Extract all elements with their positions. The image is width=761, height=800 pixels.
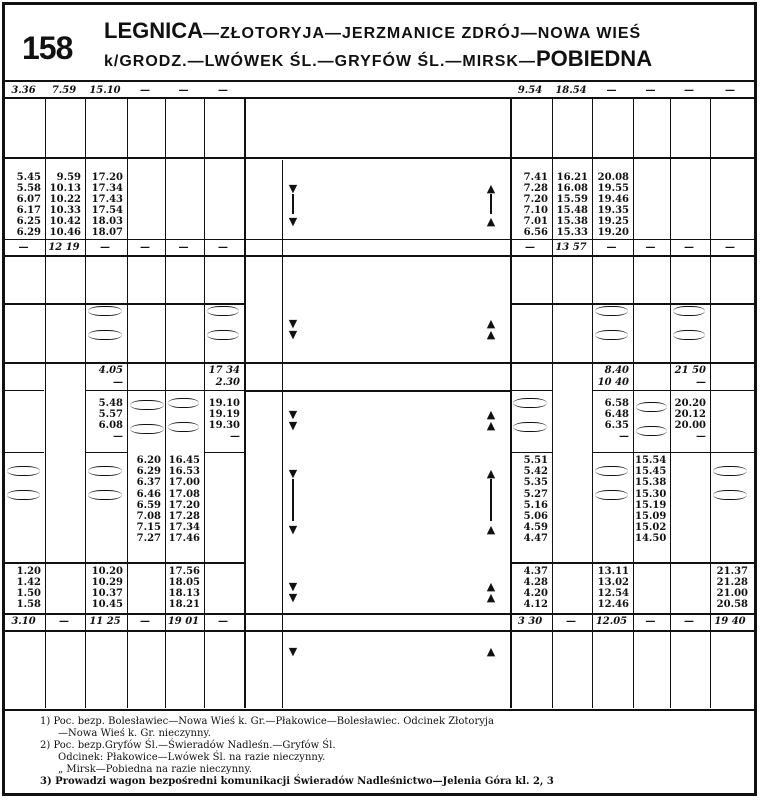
train-bracket bbox=[673, 306, 705, 316]
time-cell: 6.37 bbox=[136, 477, 161, 489]
time-cell: 5.06 bbox=[523, 511, 548, 522]
down-arrow-icon: ▼ bbox=[288, 182, 298, 195]
time-cell: 5.58 bbox=[16, 183, 41, 194]
time-cell: 19.25 bbox=[597, 216, 629, 227]
time-cell: 17.34 bbox=[168, 522, 200, 534]
train-bracket bbox=[513, 422, 547, 432]
time-cell: 15.38 bbox=[635, 477, 667, 489]
top-border bbox=[2, 2, 757, 5]
divider bbox=[4, 97, 754, 99]
time-cell: 1.20 bbox=[16, 566, 41, 577]
train-bracket bbox=[207, 306, 239, 316]
time-cell: 6.59 bbox=[136, 499, 161, 511]
time-cell: 5.35 bbox=[523, 477, 548, 489]
time-cell: 4.05 bbox=[98, 365, 123, 376]
dash-cell: — bbox=[566, 616, 576, 627]
dash-cell: — bbox=[645, 85, 656, 96]
time-cell: 16.53 bbox=[168, 466, 200, 478]
time-cell: 14.50 bbox=[635, 533, 667, 545]
time-cell: 10.20 bbox=[91, 566, 123, 577]
row-divider bbox=[510, 390, 552, 391]
dash-cell: — bbox=[696, 431, 706, 442]
row-divider bbox=[4, 613, 754, 615]
time-cell: 1.58 bbox=[16, 599, 41, 610]
column-divider bbox=[592, 98, 593, 708]
row-divider bbox=[4, 390, 44, 391]
time-cell: 12 19 bbox=[48, 242, 80, 253]
down-arrow-icon: ▼ bbox=[288, 523, 298, 536]
time-cell: 4.28 bbox=[523, 577, 548, 588]
time-cell: 3.10 bbox=[11, 616, 36, 627]
time-cell: 5.57 bbox=[98, 409, 123, 420]
time-cell: 7.01 bbox=[523, 216, 548, 227]
dash-cell: — bbox=[725, 242, 735, 253]
train-bracket bbox=[88, 330, 122, 340]
time-cell: 16.08 bbox=[556, 183, 588, 194]
time-cell: 13.11 bbox=[597, 566, 629, 577]
time-cell: 18.07 bbox=[91, 227, 123, 238]
time-cell: 12.05 bbox=[595, 616, 628, 627]
dash-cell: — bbox=[684, 616, 694, 627]
up-arrow-icon: ▲ bbox=[486, 317, 496, 330]
time-cell: 5.45 bbox=[16, 172, 41, 183]
time-cell: 12.54 bbox=[597, 588, 629, 599]
up-arrow-icon: ▲ bbox=[486, 182, 496, 195]
up-arrow-icon: ▲ bbox=[486, 580, 496, 593]
time-cell: 9.59 bbox=[56, 172, 81, 183]
train-bracket bbox=[168, 422, 199, 432]
down-arrow-icon: ▼ bbox=[288, 591, 298, 604]
train-bracket bbox=[88, 466, 122, 476]
row-divider bbox=[4, 362, 754, 364]
time-cell: 7.27 bbox=[136, 533, 161, 545]
time-cell: 10.46 bbox=[49, 227, 81, 238]
footnote: —Nowa Wieś k. Gr. nieczynny. bbox=[58, 728, 211, 739]
time-cell: 13 57 bbox=[555, 242, 587, 253]
dash-cell: — bbox=[684, 242, 694, 253]
train-bracket bbox=[713, 490, 747, 500]
time-cell: 4.47 bbox=[523, 533, 548, 545]
time-cell: 15.30 bbox=[635, 488, 667, 500]
row-divider bbox=[85, 452, 127, 453]
train-bracket bbox=[130, 424, 164, 434]
time-cell: 7.08 bbox=[136, 511, 161, 522]
up-arrow-icon: ▲ bbox=[486, 523, 496, 536]
column-divider bbox=[282, 160, 283, 708]
time-cell: 6.07 bbox=[16, 194, 41, 205]
time-cell: 2.30 bbox=[215, 377, 240, 388]
time-cell: 19.30 bbox=[208, 420, 240, 431]
time-cell: 17.34 bbox=[91, 183, 123, 194]
column-divider bbox=[165, 98, 166, 708]
time-cell: 9.54 bbox=[517, 85, 543, 96]
dash-cell: — bbox=[59, 616, 69, 627]
time-cell: 4.20 bbox=[523, 588, 548, 599]
time-cell: 15.19 bbox=[635, 499, 667, 511]
time-cell: 21 50 bbox=[674, 365, 706, 376]
train-bracket bbox=[595, 490, 628, 500]
column-divider bbox=[204, 98, 205, 708]
train-bracket bbox=[595, 306, 628, 316]
train-bracket bbox=[673, 330, 705, 340]
row-divider bbox=[85, 390, 244, 391]
time-cell: 15.54 bbox=[635, 455, 667, 466]
time-cell: 16.45 bbox=[168, 455, 200, 466]
train-bracket bbox=[207, 330, 239, 340]
dash-cell: — bbox=[619, 431, 629, 442]
up-arrow-icon: ▲ bbox=[486, 328, 496, 341]
row-divider bbox=[510, 303, 754, 305]
time-cell: 10.29 bbox=[91, 577, 123, 588]
time-cell: 5.16 bbox=[523, 499, 548, 511]
time-cell: 21.28 bbox=[716, 577, 748, 588]
time-cell: 15.38 bbox=[556, 216, 588, 227]
train-bracket bbox=[7, 466, 40, 476]
time-cell: 6.29 bbox=[136, 466, 161, 478]
row-divider bbox=[510, 562, 754, 564]
column-divider bbox=[710, 98, 711, 708]
divider bbox=[4, 80, 754, 82]
time-cell: 15.45 bbox=[635, 466, 667, 478]
down-arrow-icon: ▼ bbox=[288, 419, 298, 432]
train-bracket bbox=[88, 490, 122, 500]
time-cell: 6.46 bbox=[136, 488, 161, 500]
time-cell: 19.20 bbox=[597, 227, 629, 238]
train-bracket bbox=[168, 398, 199, 408]
up-arrow-icon: ▲ bbox=[486, 467, 496, 480]
column-divider bbox=[633, 98, 634, 708]
time-cell: 17.08 bbox=[168, 488, 200, 500]
time-cell: 15.33 bbox=[556, 227, 588, 238]
route-title-part: POBIEDNA bbox=[535, 46, 653, 71]
divider bbox=[4, 157, 754, 159]
bottom-border bbox=[2, 793, 757, 796]
down-arrow-icon: ▼ bbox=[288, 645, 298, 658]
time-cell: 19.35 bbox=[597, 205, 629, 216]
column-divider bbox=[552, 98, 553, 708]
time-cell: 8.40 bbox=[604, 365, 629, 376]
down-arrow-icon: ▼ bbox=[288, 215, 298, 228]
time-cell: 13.02 bbox=[597, 577, 629, 588]
dash-cell: — bbox=[525, 242, 535, 253]
time-cell: 15.48 bbox=[556, 205, 588, 216]
time-cell: 10.45 bbox=[91, 599, 123, 610]
time-cell: 7.59 bbox=[51, 85, 77, 96]
row-divider bbox=[4, 562, 244, 564]
train-bracket bbox=[595, 330, 628, 340]
time-cell: 15.59 bbox=[556, 194, 588, 205]
time-cell: 19 40 bbox=[714, 616, 746, 627]
footnote: 1) Poc. bezp. Bolesławiec—Nowa Wieś k. Gr.—Płakowice—Bolesławiec. Odcinek Złotoryja bbox=[40, 716, 494, 727]
dash-cell: — bbox=[178, 242, 189, 253]
dash-cell: — bbox=[178, 85, 189, 96]
route-title-part: LEGNICA bbox=[104, 18, 203, 43]
up-arrow-icon: ▲ bbox=[486, 645, 496, 658]
train-bracket bbox=[88, 306, 122, 316]
time-cell: 15.09 bbox=[635, 511, 667, 522]
time-cell: 18.54 bbox=[555, 85, 587, 96]
time-cell: 21.37 bbox=[716, 566, 748, 577]
column-divider bbox=[244, 98, 246, 708]
time-cell: 18.21 bbox=[168, 599, 200, 610]
dash-cell: — bbox=[140, 242, 150, 253]
route-title-line-2 bbox=[104, 46, 652, 72]
time-cell: 17.56 bbox=[168, 566, 200, 577]
row-divider bbox=[592, 390, 754, 391]
route-title-line-1 bbox=[104, 18, 641, 44]
time-cell: 21.00 bbox=[716, 588, 748, 599]
time-cell: 18.03 bbox=[91, 216, 123, 227]
row-divider bbox=[204, 452, 244, 453]
time-cell: 7.20 bbox=[523, 194, 548, 205]
time-cell: 20.08 bbox=[597, 172, 629, 183]
dash-cell: — bbox=[645, 242, 656, 253]
dash-cell: — bbox=[100, 242, 110, 253]
row-divider bbox=[510, 452, 552, 453]
time-cell: 7.28 bbox=[523, 183, 548, 194]
time-cell: 7.41 bbox=[523, 172, 548, 183]
route-title-part: k/GRODZ.—LWÓWEK ŚL.—GRYFÓW ŚL.—MIRSK— bbox=[104, 53, 536, 70]
train-bracket bbox=[130, 400, 164, 410]
dash-cell: — bbox=[218, 616, 228, 627]
route-line bbox=[490, 194, 492, 214]
route-title-part: —ZŁOTORYJA—JERZMANICE ZDRÓJ—NOWA WIEŚ bbox=[203, 25, 642, 42]
time-cell: 6.17 bbox=[16, 205, 41, 216]
time-cell: 19.55 bbox=[597, 183, 629, 194]
time-cell: 19.19 bbox=[208, 409, 240, 420]
route-line bbox=[292, 194, 294, 214]
dash-cell: — bbox=[113, 431, 123, 442]
time-cell: 10 40 bbox=[597, 377, 629, 388]
time-cell: 5.51 bbox=[523, 455, 548, 466]
time-cell: 6.29 bbox=[16, 227, 41, 238]
dash-cell: — bbox=[218, 85, 228, 96]
time-cell: 10.37 bbox=[91, 588, 123, 599]
down-arrow-icon: ▼ bbox=[288, 408, 298, 421]
time-cell: 5.42 bbox=[523, 466, 548, 478]
time-cell: 15.02 bbox=[635, 522, 667, 534]
time-cell: 17.43 bbox=[91, 194, 123, 205]
time-cell: 1.50 bbox=[16, 588, 41, 599]
dash-cell: — bbox=[113, 377, 123, 388]
dash-cell: — bbox=[606, 242, 617, 253]
route-line bbox=[292, 479, 294, 521]
time-cell: 12.46 bbox=[597, 599, 629, 610]
footnote: Odcinek: Płakowice—Lwówek Śl. na razie nieczynny. bbox=[58, 752, 326, 763]
time-cell: 17.54 bbox=[91, 205, 123, 216]
time-cell: 6.48 bbox=[604, 409, 629, 420]
column-divider bbox=[670, 98, 671, 708]
dash-cell: — bbox=[18, 242, 29, 253]
time-cell: 17.46 bbox=[168, 533, 200, 545]
row-divider bbox=[4, 255, 754, 257]
divider bbox=[4, 709, 754, 711]
time-cell: 17.00 bbox=[168, 477, 200, 489]
down-arrow-icon: ▼ bbox=[288, 317, 298, 330]
train-bracket bbox=[636, 402, 667, 412]
dash-cell: — bbox=[696, 377, 706, 388]
down-arrow-icon: ▼ bbox=[288, 467, 298, 480]
column-divider bbox=[45, 98, 46, 708]
column-divider bbox=[127, 98, 128, 708]
row-divider bbox=[4, 452, 44, 453]
footnote: 3) Prowadzi wagon bezpośredni komunikacji Świeradów Nadleśnictwo—Jelenia Góra kl. 2, 3 bbox=[40, 776, 554, 787]
dash-cell: — bbox=[140, 616, 150, 627]
time-cell: 17.28 bbox=[168, 511, 200, 522]
time-cell: 4.12 bbox=[523, 599, 548, 610]
time-cell: 20.00 bbox=[674, 420, 706, 431]
dash-cell: — bbox=[140, 85, 150, 96]
train-bracket bbox=[636, 426, 667, 436]
time-cell: 19.46 bbox=[597, 194, 629, 205]
time-cell: 6.35 bbox=[604, 420, 629, 431]
row-divider bbox=[244, 390, 510, 392]
time-cell: 10.33 bbox=[49, 205, 81, 216]
time-cell: 7.10 bbox=[523, 205, 548, 216]
footnote: „ Mirsk—Pobiedna na razie nieczynny. bbox=[58, 764, 252, 775]
row-divider bbox=[4, 630, 754, 632]
time-cell: 6.56 bbox=[523, 227, 548, 238]
footnote: 2) Poc. bezp.Gryfów Śl.—Świeradów Nadleśn.—Gryfów Śl. bbox=[40, 740, 336, 751]
time-cell: 3.36 bbox=[11, 85, 36, 96]
route-line bbox=[490, 479, 492, 521]
time-cell: 3 30 bbox=[517, 616, 543, 627]
time-cell: 5.48 bbox=[98, 398, 123, 409]
time-cell: 17.20 bbox=[91, 172, 123, 183]
time-cell: 20.20 bbox=[674, 398, 706, 409]
time-cell: 19.10 bbox=[208, 398, 240, 409]
train-bracket bbox=[513, 398, 547, 408]
time-cell: 6.08 bbox=[98, 420, 123, 431]
row-divider bbox=[4, 239, 754, 240]
table-number: 158 bbox=[22, 30, 73, 66]
dash-cell: — bbox=[645, 616, 656, 627]
time-cell: 17 34 bbox=[208, 365, 240, 376]
dash-cell: — bbox=[725, 85, 735, 96]
down-arrow-icon: ▼ bbox=[288, 580, 298, 593]
row-divider bbox=[592, 452, 754, 453]
time-cell: 6.58 bbox=[604, 398, 629, 409]
time-cell: 1.42 bbox=[16, 577, 41, 588]
time-cell: 20.58 bbox=[716, 599, 748, 610]
dash-cell: — bbox=[684, 85, 694, 96]
train-bracket bbox=[595, 466, 628, 476]
time-cell: 19 01 bbox=[167, 616, 200, 627]
time-cell: 18.05 bbox=[168, 577, 200, 588]
up-arrow-icon: ▲ bbox=[486, 215, 496, 228]
up-arrow-icon: ▲ bbox=[486, 591, 496, 604]
time-cell: 6.25 bbox=[16, 216, 41, 227]
time-cell: 10.22 bbox=[49, 194, 81, 205]
time-cell: 4.37 bbox=[523, 566, 548, 577]
time-cell: 4.59 bbox=[523, 522, 548, 534]
time-cell: 11 25 bbox=[89, 616, 121, 627]
time-cell: 15.10 bbox=[89, 85, 121, 96]
time-cell: 5.27 bbox=[523, 488, 548, 500]
column-divider bbox=[85, 98, 86, 708]
up-arrow-icon: ▲ bbox=[486, 419, 496, 432]
time-cell: 16.21 bbox=[556, 172, 588, 183]
time-cell: 6.20 bbox=[136, 455, 161, 466]
train-bracket bbox=[7, 490, 40, 500]
time-cell: 10.13 bbox=[49, 183, 81, 194]
down-arrow-icon: ▼ bbox=[288, 328, 298, 341]
row-divider bbox=[4, 303, 244, 305]
up-arrow-icon: ▲ bbox=[486, 408, 496, 421]
dash-cell: — bbox=[606, 85, 617, 96]
time-cell: 10.42 bbox=[49, 216, 81, 227]
time-cell: 7.15 bbox=[136, 522, 161, 534]
time-cell: 17.20 bbox=[168, 499, 200, 511]
train-bracket bbox=[713, 466, 747, 476]
time-cell: 20.12 bbox=[674, 409, 706, 420]
time-cell: 18.13 bbox=[168, 588, 200, 599]
dash-cell: — bbox=[230, 431, 240, 442]
dash-cell: — bbox=[218, 242, 228, 253]
